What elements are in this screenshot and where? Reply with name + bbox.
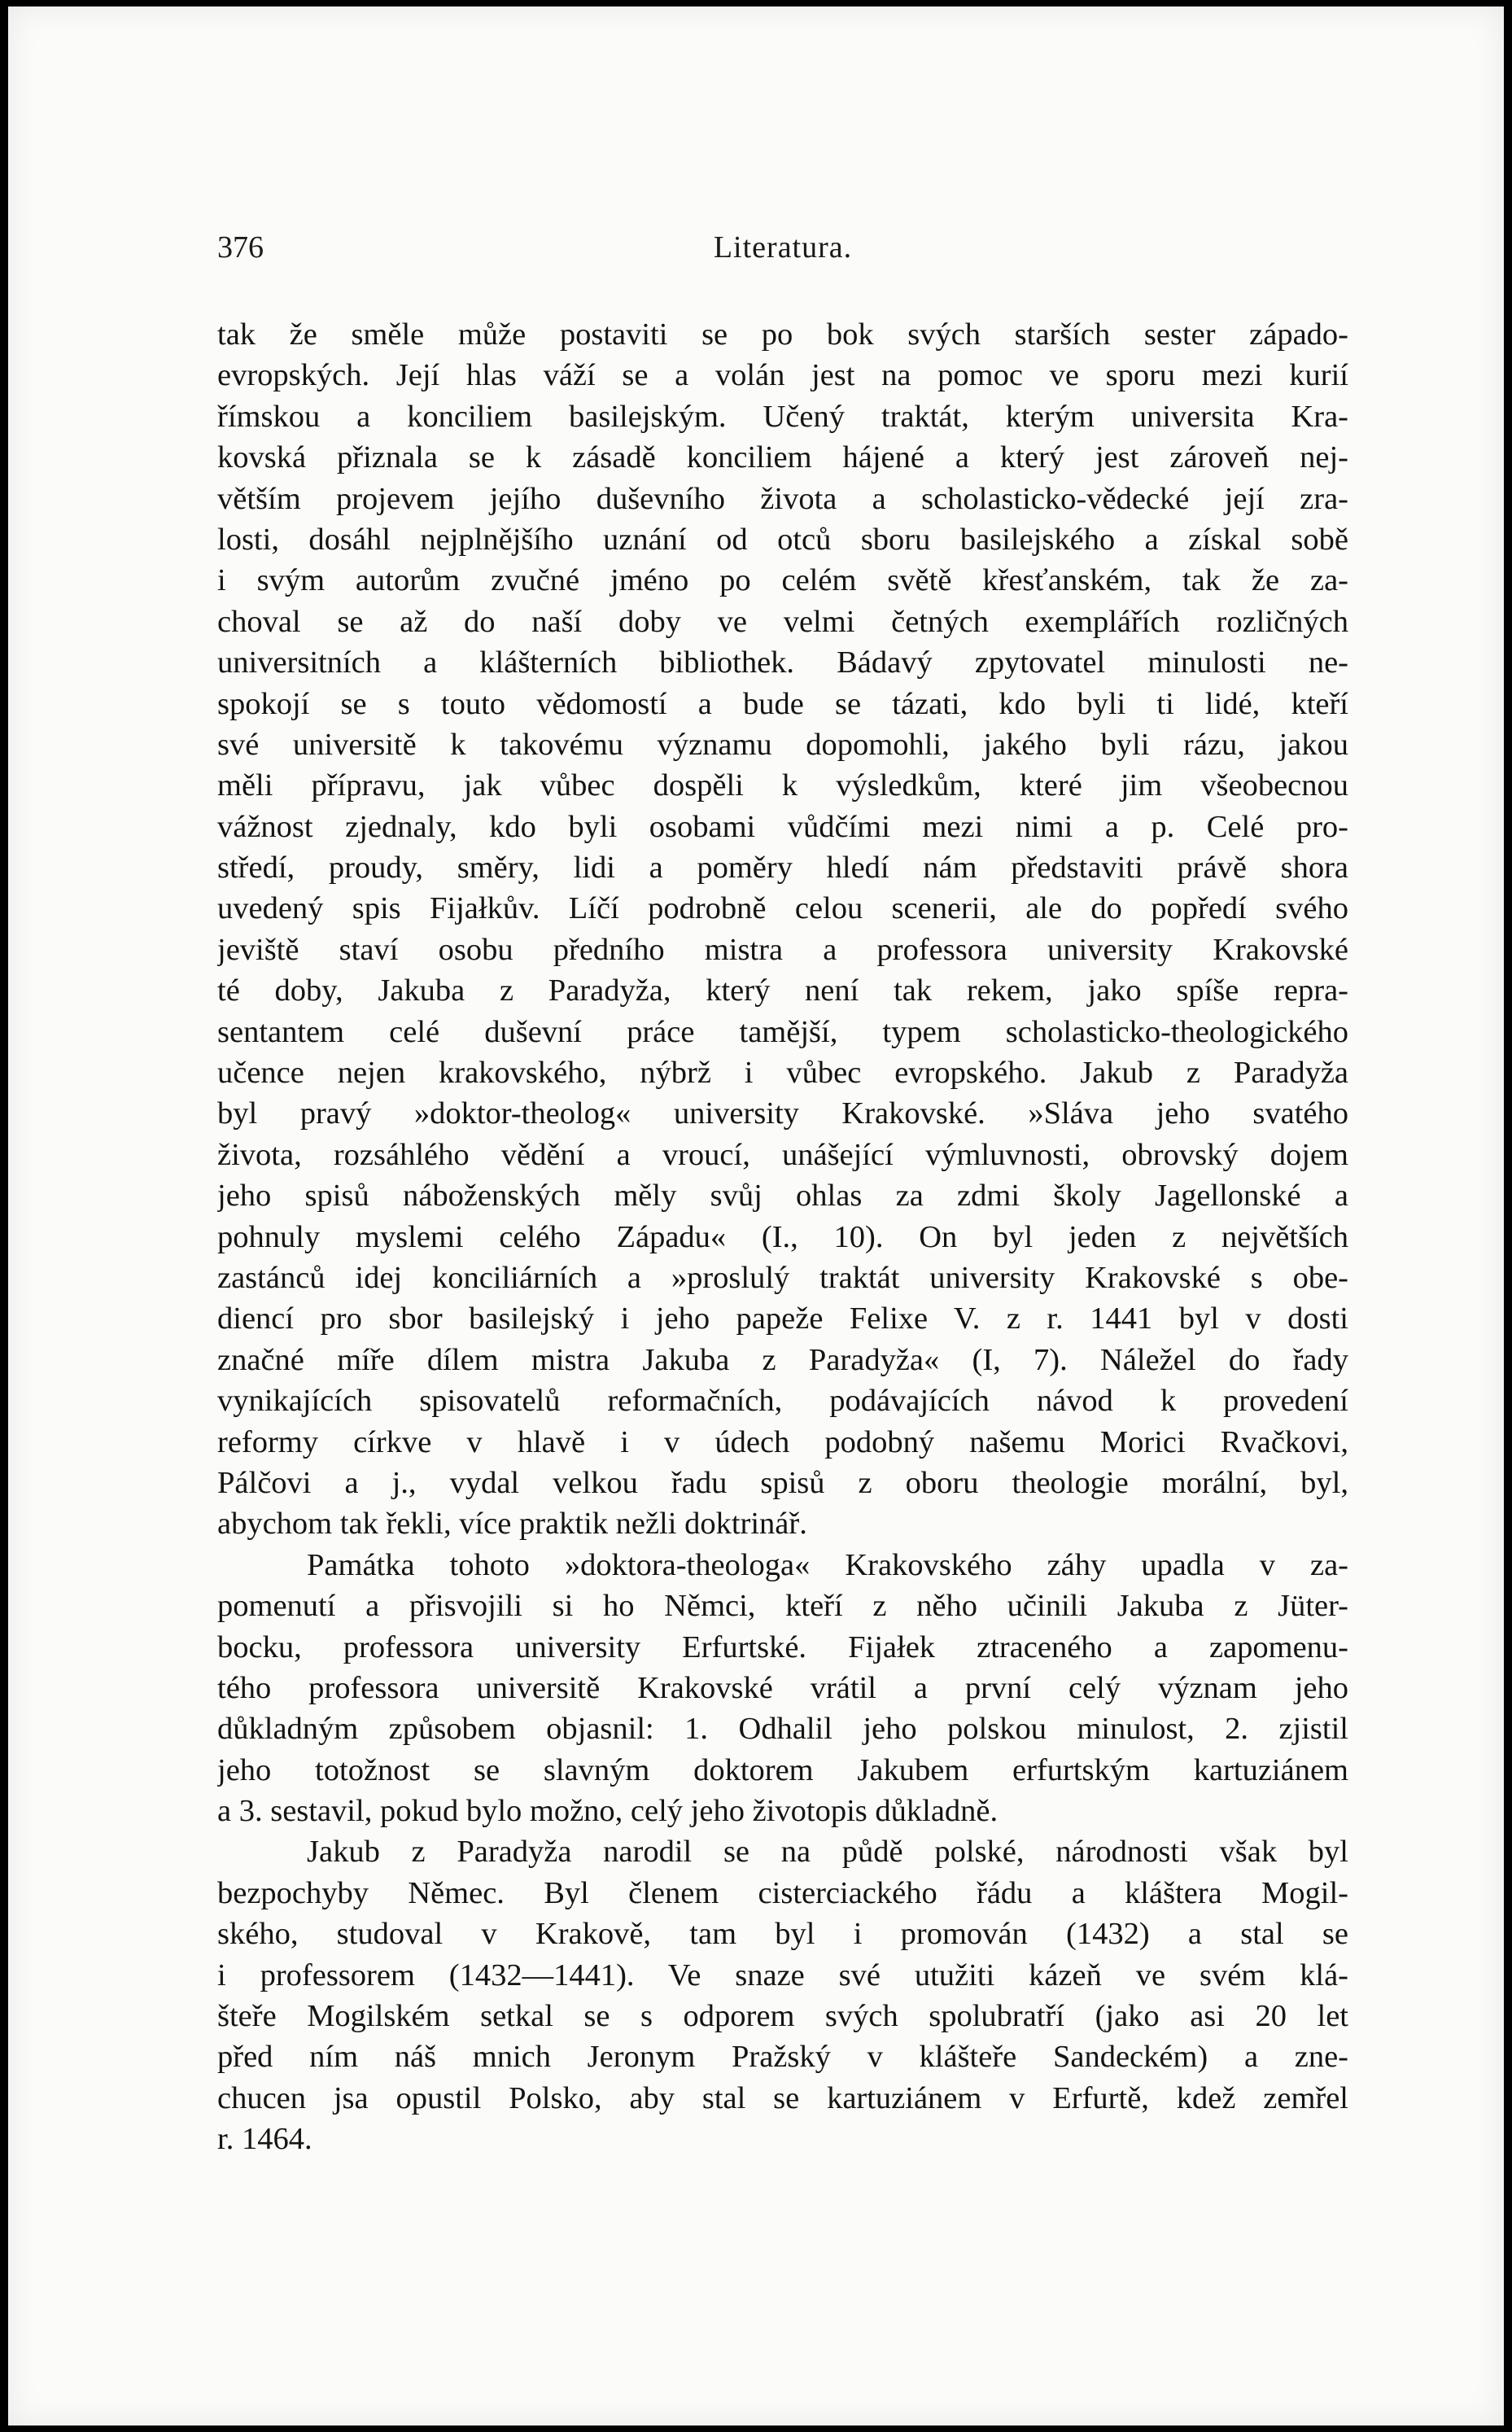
text-line: šteře Mogilském setkal se s odporem svých spolubratří (jako asi 20 let (217, 1999, 1348, 2034)
text-line: římskou a konciliem basilejským. Učený traktát, kterým universita Kra- (217, 399, 1348, 434)
text-line: života, rozsáhlého vědění a vroucí, unášející výmluvnosti, obrovský dojem (217, 1137, 1348, 1172)
text-line: r. 1464. (217, 2122, 312, 2157)
text-line: i professorem (1432—1441). Ve snaze své utužiti kázeň ve svém klá- (217, 1957, 1348, 1992)
text-line: vynikajících spisovatelů reformačních, podávajících návod k provedení (217, 1384, 1348, 1419)
text-line: vážnost zjednaly, kdo byli osobami vůdčími mezi nimi a p. Celé pro- (217, 809, 1348, 844)
text-line: evropských. Její hlas váží se a volán jest na pomoc ve sporu mezi kurií (217, 358, 1348, 393)
text-line: před ním náš mnich Jeronym Pražský v klášteře Sandeckém) a zne- (217, 2040, 1348, 2075)
text-line: chucen jsa opustil Polsko, aby stal se kartuziánem v Erfurtě, kdež zemřel (217, 2080, 1348, 2115)
text-line: důkladným způsobem objasnil: 1. Odhalil jeho polskou minulost, 2. zjistil (217, 1712, 1348, 1747)
text-line: abychom tak řekli, více praktik nežli doktrinář. (217, 1507, 807, 1542)
text-line: diencí pro sbor basilejský i jeho papeže Felixe V. z r. 1441 byl v dosti (217, 1301, 1348, 1336)
text-line: a 3. sestavil, pokud bylo možno, celý jeho životopis důkladně. (217, 1794, 999, 1829)
text-line: učence nejen krakovského, nýbrž i vůbec evropského. Jakub z Paradyža (217, 1056, 1348, 1091)
text-line: Jakub z Paradyža narodil se na půdě polské, národnosti však byl (307, 1835, 1348, 1870)
text-line: tého professora universitě Krakovské vrátil a první celý význam jeho (217, 1670, 1348, 1705)
text-line: losti, dosáhl nejplnějšího uznání od otců sboru basilejského a získal sobě (217, 522, 1348, 557)
text-line: středí, proudy, směry, lidi a poměry hledí nám představiti právě shora (217, 851, 1348, 886)
text-line: ského, studoval v Krakově, tam byl i promován (1432) a stal se (217, 1917, 1348, 1952)
text-line: uvedený spis Fijałkův. Líčí podrobně celou scenerii, ale do popředí svého (217, 891, 1348, 926)
text-line: choval se až do naší doby ve velmi četných exemplářích rozličných (217, 604, 1348, 639)
text-line: bezpochyby Němec. Byl členem cisterciackého řádu a kláštera Mogil- (217, 1875, 1348, 1910)
text-line: té doby, Jakuba z Paradyža, který není tak rekem, jako spíše repra- (217, 973, 1348, 1008)
running-title: Literatura. (713, 230, 853, 265)
text-line: značné míře dílem mistra Jakuba z Paradyža« (I, 7). Náležel do řady (217, 1342, 1348, 1377)
text-line: tak že směle může postaviti se po bok svých starších sester západo- (217, 317, 1348, 352)
text-line: jeho totožnost se slavným doktorem Jakubem erfurtským kartuziánem (217, 1752, 1348, 1787)
body-text (217, 314, 1348, 2160)
text-line: pohnuly myslemi celého Západu« (I., 10). On byl jeden z největších (217, 1219, 1348, 1254)
text-line: Památka tohoto »doktora-theologa« Krakovského záhy upadla v za- (307, 1547, 1348, 1582)
text-line: byl pravý »doktor-theolog« university Krakovské. »Sláva jeho svatého (217, 1096, 1348, 1131)
text-line: reformy církve v hlavě i v údech podobný našemu Morici Rvačkovi, (217, 1424, 1348, 1459)
text-line: sentantem celé duševní práce tamější, typem scholasticko-theologického (217, 1014, 1348, 1049)
text-line: své universitě k takovému významu dopomohli, jakého byli rázu, jakou (217, 727, 1348, 762)
text-line: spokojí se s touto vědomostí a bude se tázati, kdo byli ti lidé, kteří (217, 686, 1348, 721)
text-line: i svým autorům zvučné jméno po celém světě křesťanském, tak že za- (217, 563, 1348, 598)
text-line: bocku, professora university Erfurtské. Fijałek ztraceného a zapomenu- (217, 1629, 1348, 1664)
text-line: pomenutí a přisvojili si ho Němci, kteří z něho učinili Jakuba z Jüter- (217, 1589, 1348, 1624)
text-line: větším projevem jejího duševního života a scholasticko-vědecké její zra- (217, 481, 1348, 516)
page-number: 376 (217, 230, 264, 265)
text-line: jeho spisů náboženských měly svůj ohlas za zdmi školy Jagellonské a (217, 1179, 1348, 1214)
text-line: zastánců idej konciliárních a »proslulý traktát university Krakovské s obe- (217, 1260, 1348, 1295)
page-header (217, 230, 1348, 270)
text-line: měli přípravu, jak vůbec dospěli k výsledkům, které jim všeobecnou (217, 768, 1348, 803)
text-line: kovská přiznala se k zásadě konciliem hájené a který jest zároveň nej- (217, 440, 1348, 475)
text-line: universitních a klášterních bibliothek. Bádavý zpytovatel minulosti ne- (217, 645, 1348, 680)
text-line: jeviště staví osobu předního mistra a professora university Krakovské (217, 932, 1348, 967)
text-line: Pálčovi a j., vydal velkou řadu spisů z oboru theologie morální, byl, (217, 1465, 1348, 1500)
